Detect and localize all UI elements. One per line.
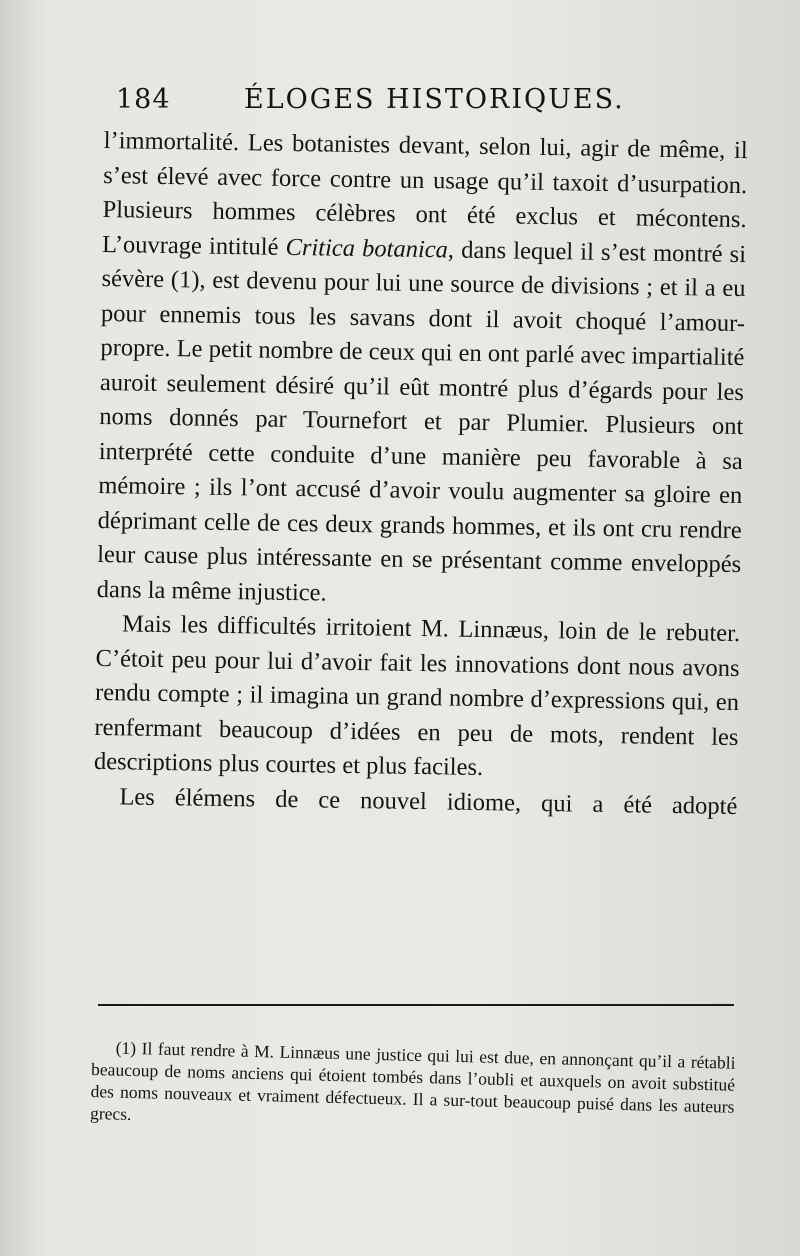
running-title: ÉLOGES HISTORIQUES. (244, 84, 625, 115)
footnote (90, 1036, 736, 1140)
body-text (93, 124, 748, 824)
footnote-rule (98, 1004, 734, 1006)
paragraph-1-start: l’immortalité. Les botanistes devant, selon lui, agir de même, il s’est élevé avec force contre un usage qu’il taxoit d’usurpation. Plusieurs hommes célèbres ont été exclus et mécontens. L’ouvrage intitulé (101, 126, 748, 261)
paragraph-1 (96, 124, 748, 617)
page-header (116, 84, 636, 124)
paragraph-2: Mais les difficultés irritoient M. Linnæus, loin de le rebuter. C’étoit peu pour lui d’avoir fait les innovations dont nous avons rendu compte ; il imagina un grand nombre d’expressions qui, en renfermant beaucoup d’idées en peu de mots, rendent les descriptions plus courtes et plus faciles. (93, 610, 741, 782)
footnote-text: (1) Il faut rendre à M. Linnæus une justice qui lui est due, en annonçant qu’il a rétabli beaucoup de noms anciens qui étoient tombés dans l’oubli et auxquels on avoit substitué des noms nouveaux et vraiment défectueux. Il a sur-tout beaucoup puisé dans les auteurs grecs. (89, 1037, 736, 1124)
book-title-italic: Critica botanica (285, 233, 449, 263)
paragraph-1-end: , dans lequel il s’est montré si sévère (1), est devenu pour lui une source de divisions ; et il a eu pour ennemis tous les savans dont il avoit choqué l’amour-propre. Le petit nombre de ceux qui en ont parlé avec impartialité auroit seulement désiré qu’il eût montré plus d’égards pour les noms donnés par Tournefort et par Plumier. Plusieurs ont interprété cette conduite d’une manière peu favorable à sa mémoire ; ils l’ont accusé d’avoir voulu augmenter sa gloire en déprimant celle de ces deux grands hommes, et ils ont cru rendre leur cause plus intéressante en se présentant comme enveloppés dans la même injustice. (96, 235, 747, 607)
paragraph-3: Les élémens de ce nouvel idiome, qui a été adopté (119, 782, 738, 820)
page-number: 184 (116, 84, 171, 115)
